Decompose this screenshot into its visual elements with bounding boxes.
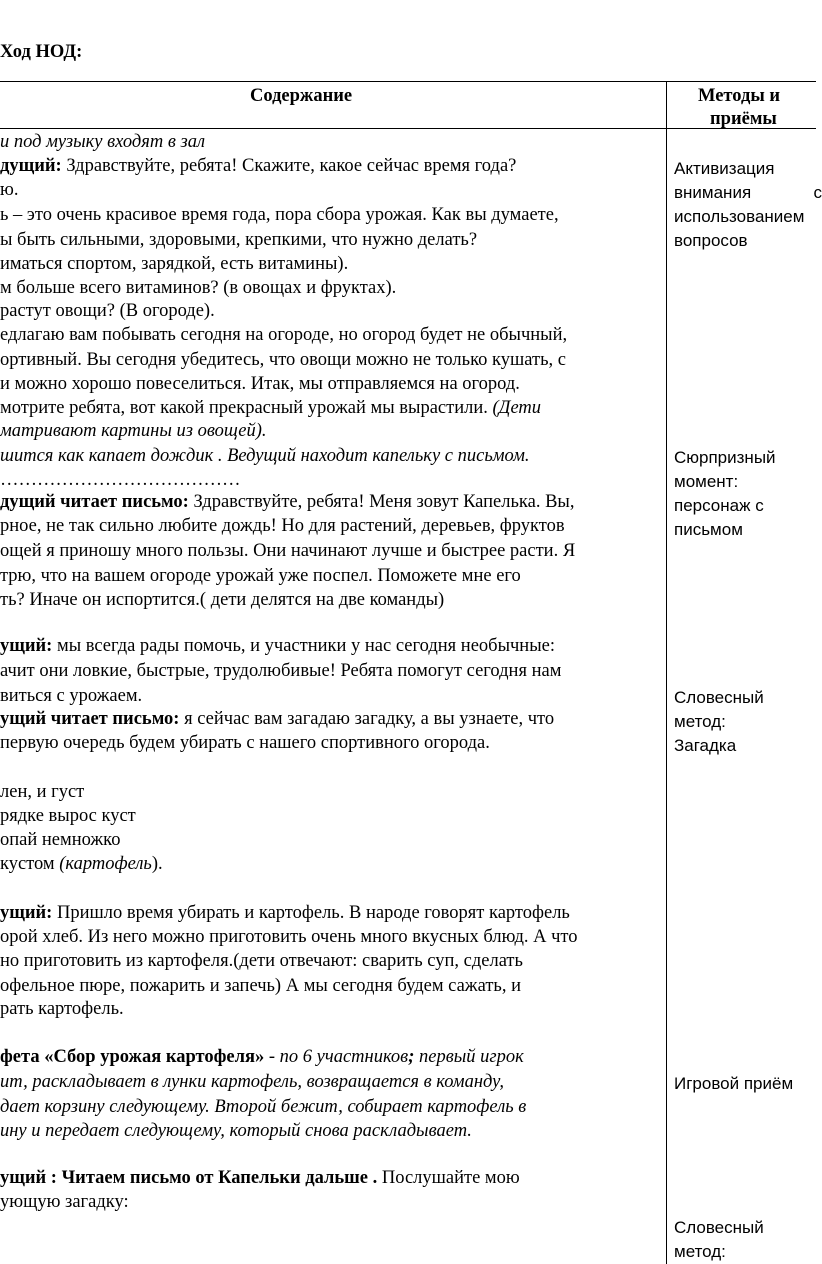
text-line: трю, что на вашем огороде урожай уже поспел. Поможете мне его: [0, 566, 521, 586]
relay-text: - по 6 участников: [264, 1047, 409, 1067]
relay-text: ину и передает следующему, который снова раскладывает.: [0, 1121, 472, 1141]
text-line: ощей я приношу много пользы. Они начинают лучше и быстрее расти. Я: [0, 541, 576, 561]
text-line: первую очередь будем убирать с нашего спортивного огорода.: [0, 733, 490, 753]
text-line: и можно хорошо повеселиться. Итак, мы отправляемся на огород.: [0, 374, 520, 394]
method-word: с: [813, 183, 822, 202]
method-line: персонаж с: [674, 496, 764, 515]
stage-direction: шится как капает дождик . Ведущий находит капельку с письмом.: [0, 446, 530, 466]
text-line: ачит они ловкие, быстрые, трудолюбивые! Ребята помогут сегодня нам: [0, 661, 562, 681]
relay-text: дает корзину следующему. Второй бежит, собирает картофель в: [0, 1097, 527, 1117]
relay-title: фета «Сбор урожая картофеля»: [0, 1047, 265, 1067]
method-line: письмом: [674, 520, 743, 539]
text-line: [0, 154, 516, 178]
method-line: вопросов: [674, 231, 748, 250]
text-line: [0, 1166, 520, 1190]
method-line: [674, 181, 822, 205]
speech-text: Здравствуйте, ребята! Меня зовут Капелька. Вы,: [188, 492, 575, 512]
text-line: ь – это очень красивое время года, пора сбора урожая. Как вы думаете,: [0, 205, 559, 225]
text-line: рное, не так сильно любите дождь! Но для растений, деревьев, фруктов: [0, 516, 565, 536]
method-line: использованием: [674, 207, 805, 226]
method-line: Активизация: [674, 159, 775, 178]
riddle-line: [0, 852, 163, 876]
relay-text: первый игрок: [414, 1047, 524, 1067]
speech-text: мотрите ребята, вот какой прекрасный урожай мы вырастили.: [0, 398, 493, 418]
text-line: ортивный. Вы сегодня убедитесь, что овощи можно не только кушать, с: [0, 350, 566, 370]
text-line: [0, 419, 267, 443]
section-heading: Ход НОД:: [0, 42, 83, 62]
method-line: Загадка: [674, 736, 737, 755]
text-line: м больше всего витаминов? (в овощах и фруктах).: [0, 278, 397, 298]
speaker-label: ущий : Читаем письмо от Капельки дальше .: [0, 1168, 378, 1188]
method-line: Игровой приём: [674, 1074, 794, 1093]
text-line: ы быть сильными, здоровыми, крепкими, что нужно делать?: [0, 230, 478, 250]
text-line: виться с урожаем.: [0, 686, 143, 706]
riddle-line: опай немножко: [0, 830, 121, 850]
method-line: Словесный: [674, 1218, 764, 1237]
text-line: [0, 396, 541, 420]
text-line: растут овощи? (В огороде).: [0, 301, 215, 321]
riddle-text: кустом: [0, 854, 60, 874]
text-line: [0, 1070, 504, 1094]
speaker-label: дущий:: [0, 156, 62, 176]
text-line: [0, 1119, 472, 1143]
text-line: ю.: [0, 180, 19, 200]
speech-text: Здравствуйте, ребята! Скажите, какое сейчас время года?: [61, 156, 517, 176]
column-header-content: Содержание: [250, 86, 353, 106]
method-line: момент:: [674, 472, 739, 491]
text-line: [0, 130, 205, 154]
text-line: [0, 1045, 524, 1069]
table-top-border: [0, 81, 816, 82]
text-line: орой хлеб. Из него можно приготовить очень много вкусных блюд. А что: [0, 927, 578, 947]
text-line: [0, 1095, 526, 1119]
riddle-answer: (картофель: [59, 854, 152, 874]
text-line: [0, 444, 530, 468]
text-line: [0, 634, 555, 658]
text-line: [0, 901, 570, 925]
text-line: ующую загадку:: [0, 1192, 129, 1212]
speech-text: Послушайте мою: [377, 1168, 520, 1188]
stage-direction: и под музыку входят в зал: [0, 132, 206, 152]
text-line: но приготовить из картофеля.(дети отвечают: сварить суп, сделать: [0, 951, 523, 971]
text-line: едлагаю вам побывать сегодня на огороде, но огород будет не обычный,: [0, 325, 568, 345]
text-line: ть? Иначе он испортится.( дети делятся на две команды): [0, 590, 445, 610]
table-header-border: [0, 128, 816, 129]
riddle-line: лен, и густ: [0, 782, 85, 802]
text-line: иматься спортом, зарядкой, есть витамины).: [0, 254, 349, 274]
column-header-methods-2: приёмы: [710, 109, 777, 129]
text-line: рать картофель.: [0, 999, 124, 1019]
speech-text: я сейчас вам загадаю загадку, а вы узнаете, что: [179, 709, 555, 729]
relay-text: ит, раскладывает в лунки картофель, возвращается в команду,: [0, 1072, 505, 1092]
table-column-divider: [666, 81, 667, 1264]
stage-direction: матривают картины из овощей).: [0, 421, 267, 441]
speaker-label: ущий читает письмо:: [0, 709, 180, 729]
speech-text: Пришло время убирать и картофель. В народе говорят картофель: [52, 903, 570, 923]
column-header-methods-1: Методы и: [698, 86, 781, 106]
riddle-text: ).: [151, 854, 163, 874]
text-line: [0, 490, 574, 514]
text-line: офельное пюре, пожарить и запечь) А мы сегодня будем сажать, и: [0, 976, 521, 996]
speaker-label: дущий читает письмо:: [0, 492, 189, 512]
method-line: метод:: [674, 1242, 726, 1261]
speech-text: мы всегда рады помочь, и участники у нас сегодня необычные:: [52, 636, 555, 656]
method-line: метод:: [674, 712, 726, 731]
stage-direction: (Дети: [492, 398, 542, 418]
speaker-label: ущий:: [0, 903, 53, 923]
speaker-label: ущий:: [0, 636, 53, 656]
method-line: Словесный: [674, 688, 764, 707]
relay-text: ;: [408, 1047, 415, 1067]
text-line: [0, 707, 554, 731]
dotted-line: …………………………………: [0, 470, 241, 490]
riddle-line: рядке вырос куст: [0, 806, 136, 826]
method-line: Сюрпризный: [674, 448, 776, 467]
method-word: внимания: [674, 183, 752, 202]
